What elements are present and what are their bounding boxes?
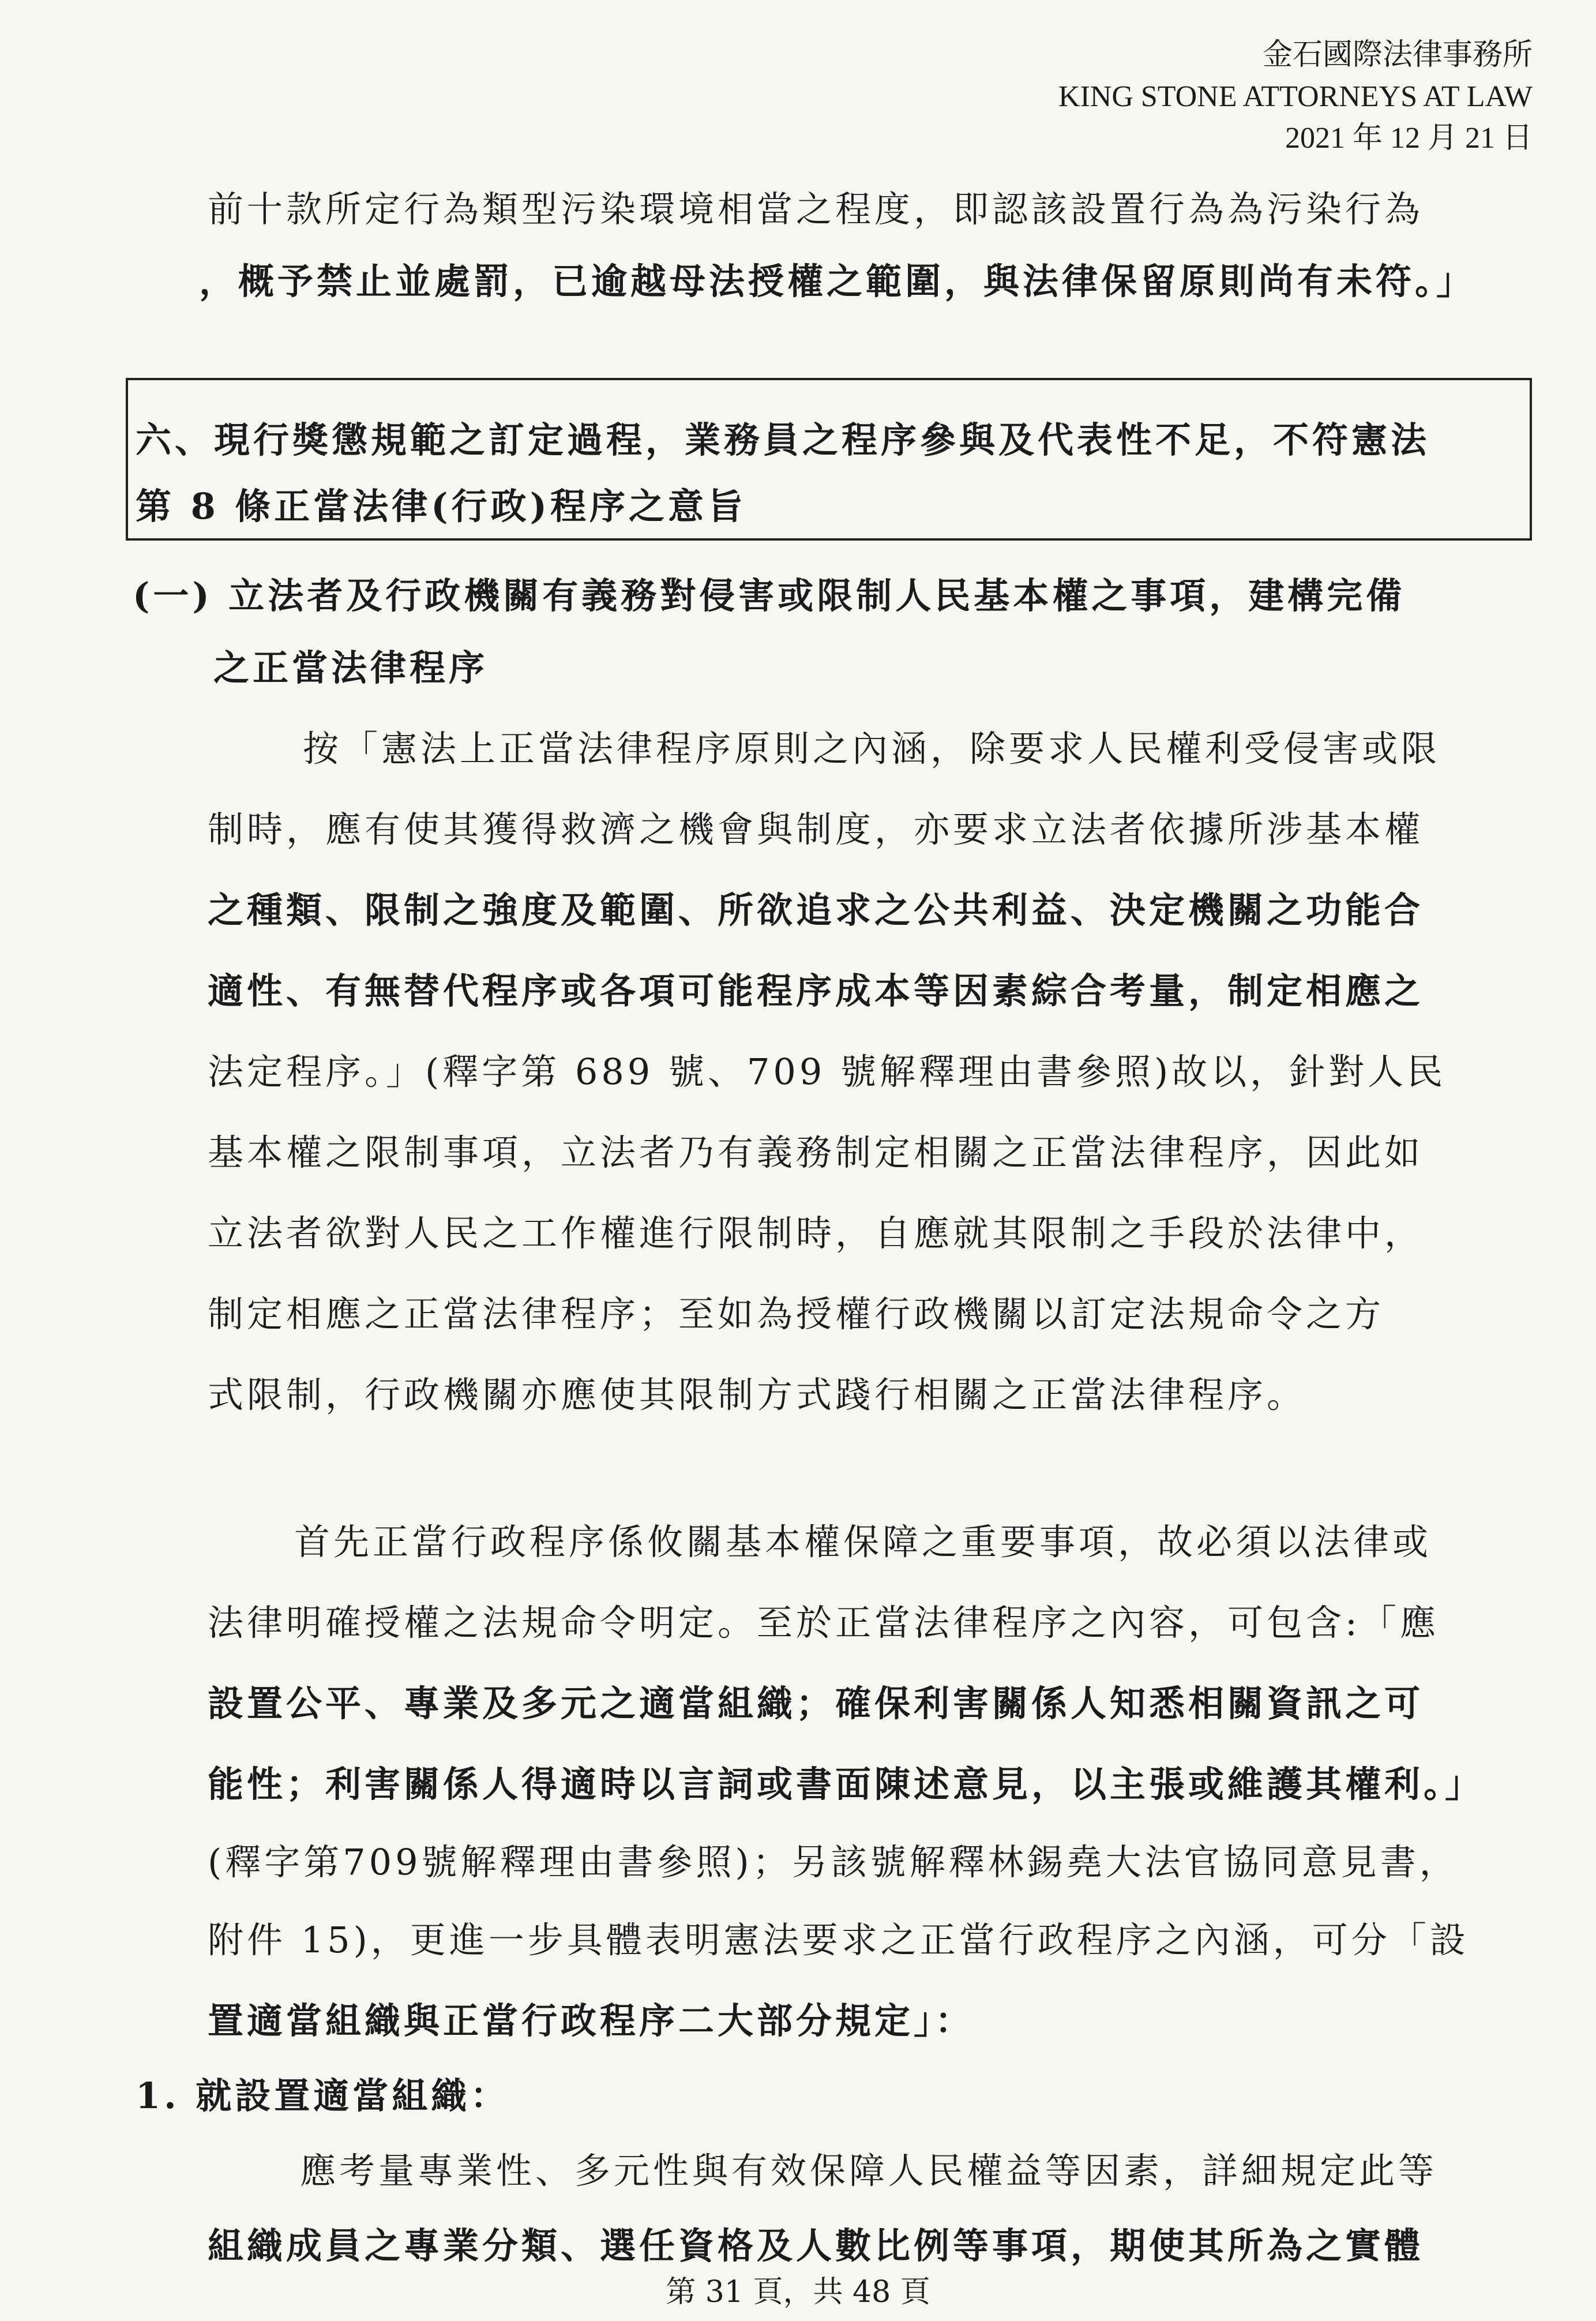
- section-heading-line: 第 8 條正當法律(行政)程序之意旨: [136, 485, 746, 527]
- letterhead: [1058, 35, 1533, 159]
- body-line: 立法者欲對人民之工作權進行限制時，自應就其限制之手段於法律中，: [208, 1212, 1424, 1254]
- body-line: 基本權之限制事項，立法者乃有義務制定相關之正當法律程序，因此如: [208, 1131, 1424, 1173]
- page-number: 第 31 頁，共 48 頁: [666, 2275, 930, 2309]
- body-line: 附件 15)，更進一步具體表明憲法要求之正當行政程序之內涵，可分「設: [208, 1919, 1469, 1961]
- body-line: 法律明確授權之法規命令明定。至於正當法律程序之內容，可包含:「應: [208, 1602, 1439, 1644]
- body-line: 前十款所定行為類型污染環境相當之程度，即認該設置行為為污染行為: [208, 188, 1424, 230]
- body-line: 組織成員之專業分類、選任資格及人數比例等事項，期使其所為之實體: [208, 2225, 1424, 2267]
- body-line: 置適當組織與正當行政程序二大部分規定」：: [208, 2000, 975, 2042]
- body-line: 首先正當行政程序係攸關基本權保障之重要事項，故必須以法律或: [294, 1521, 1432, 1563]
- firm-name-zh: 金石國際法律事務所: [1262, 39, 1533, 72]
- list-item-heading: 1. 就設置適當組織：: [136, 2075, 510, 2117]
- body-line: ，概予禁止並處罰，已逾越母法授權之範圍，與法律保留原則尚有未符。」: [199, 260, 1476, 302]
- document-date: 2021 年 12 月 21 日: [1285, 122, 1533, 155]
- section-heading-line: 六、現行獎懲規範之訂定過程，業務員之程序參與及代表性不足，不符憲法: [136, 419, 1430, 461]
- body-line: 能性；利害關係人得適時以言詞或書面陳述意見，以主張或維護其權利。」: [208, 1763, 1485, 1805]
- subsection-heading: (一) 立法者及行政機關有義務對侵害或限制人民基本權之事項，建構完備: [133, 575, 1406, 617]
- body-line: 式限制，行政機關亦應使其限制方式踐行相關之正當法律程序。: [208, 1374, 1306, 1416]
- body-line: 制時，應有使其獲得救濟之機會與制度，亦要求立法者依據所涉基本權: [208, 808, 1424, 850]
- body-line: 法定程序。」(釋字第 689 號、709 號解釋理由書參照)故以，針對人民: [208, 1051, 1447, 1093]
- body-line: 應考量專業性、多元性與有效保障人民權益等因素，詳細規定此等: [300, 2150, 1438, 2192]
- body-line: (釋字第709號解釋理由書參照)；另該號解釋林錫堯大法官協同意見書，: [208, 1841, 1459, 1883]
- body-line: 適性、有無替代程序或各項可能程序成本等因素綜合考量，制定相應之: [208, 970, 1424, 1012]
- body-line: 之種類、限制之強度及範圍、所欲追求之公共利益、決定機關之功能合: [208, 889, 1424, 931]
- body-line: 制定相應之正當法律程序；至如為授權行政機關以訂定法規命令之方: [208, 1293, 1385, 1335]
- body-line: 按「憲法上正當法律程序原則之內涵，除要求人民權利受侵害或限: [303, 728, 1441, 770]
- subsection-heading: 之正當法律程序: [213, 647, 489, 689]
- body-line: 設置公平、專業及多元之適當組織；確保利害關係人知悉相關資訊之可: [208, 1682, 1424, 1724]
- firm-name-en: KING STONE ATTORNEYS AT LAW: [1058, 80, 1533, 113]
